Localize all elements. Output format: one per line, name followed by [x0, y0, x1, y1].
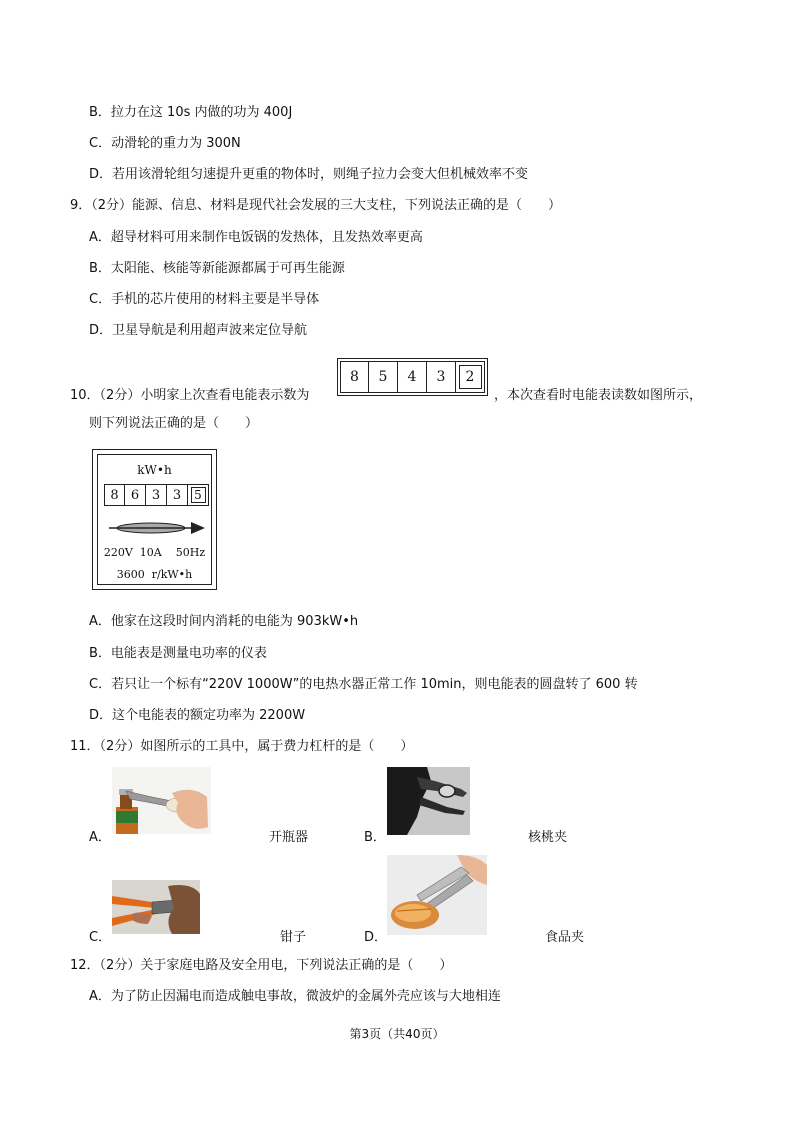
- q9-option-d: D．卫星导航是利用超声波来定位导航: [89, 323, 308, 338]
- q12-option-a: A．为了防止因漏电而造成触电事故，微波炉的金属外壳应该与大地相连: [89, 989, 501, 1004]
- meter-digit: 6: [125, 484, 146, 506]
- meter-disc-arrow-icon: [107, 518, 207, 538]
- q8-option-c: C．动滑轮的重力为 300N: [89, 136, 241, 151]
- q9-stem: 9．（2分）能源、信息、材料是现代社会发展的三大支柱，下列说法正确的是（ ）: [70, 198, 562, 213]
- previous-meter-reading: [337, 358, 488, 396]
- q11-option-b-label: 核桃夹: [528, 830, 568, 845]
- q12-stem: 12．（2分）关于家庭电路及安全用电，下列说法正确的是（ ）: [70, 958, 453, 973]
- q11-option-d-label: 食品夹: [545, 930, 585, 945]
- q11-stem: 11．（2分）如图所示的工具中，属于费力杠杆的是（ ）: [70, 739, 414, 754]
- q11-option-c-letter: C．: [89, 930, 112, 945]
- meter-revolutions: 3600 r/kW•h: [116, 568, 193, 581]
- q10-option-d: D．这个电能表的额定功率为 2200W: [89, 708, 306, 723]
- nutcracker-image: [387, 767, 470, 835]
- prev-digit: 4: [398, 361, 427, 393]
- pliers-image: [112, 880, 200, 934]
- meter-decimal-box: 5: [191, 487, 206, 503]
- q9-option-c: C．手机的芯片使用的材料主要是半导体: [89, 292, 320, 307]
- page-footer: 第3页（共40页）: [349, 1027, 445, 1041]
- q8-option-d: D．若用该滑轮组匀速提升更重的物体时，则绳子拉力会变大但机械效率不变: [89, 167, 529, 182]
- prev-digit: 5: [369, 361, 398, 393]
- q10-stem-end: ，本次查看时电能表读数如图所示，: [494, 388, 703, 403]
- meter-ratings: 220V 10A 50Hz: [103, 546, 206, 559]
- prev-digit: 3: [427, 361, 456, 393]
- prev-decimal-box: 2: [459, 365, 482, 389]
- q10-option-c: C．若只让一个标有“220V 1000W”的电热水器正常工作 10min，则电能表的圆盘转了 600 转: [89, 677, 638, 692]
- q9-option-b: B．太阳能、核能等新能源都属于可再生能源: [89, 261, 345, 276]
- meter-digits: [104, 484, 209, 506]
- q10-stem-start: 10．（2分）小明家上次查看电能表示数为: [70, 388, 310, 403]
- q9-option-a: A．超导材料可用来制作电饭锅的发热体，且发热效率更高: [89, 230, 423, 245]
- meter-unit: kW•h: [137, 463, 172, 477]
- q8-option-b: B．拉力在这 10s 内做的功为 400J: [89, 105, 293, 120]
- food-tongs-image: [387, 855, 487, 935]
- q11-option-c-label: 钳子: [280, 930, 307, 945]
- q10-option-a: A．他家在这段时间内消耗的电能为 903kW•h: [89, 614, 359, 629]
- prev-digit: 8: [340, 361, 369, 393]
- prev-digit-decimal: [456, 361, 485, 393]
- meter-digit: 3: [167, 484, 188, 506]
- q10-stem-line2: 则下列说法正确的是（ ）: [89, 416, 259, 431]
- bottle-opener-image: [112, 767, 211, 834]
- q11-option-a-letter: A．: [89, 830, 111, 845]
- q11-option-d-letter: D．: [364, 930, 388, 945]
- q11-option-b-letter: B．: [364, 830, 386, 845]
- meter-digit: 3: [146, 484, 167, 506]
- meter-digit: 8: [104, 484, 125, 506]
- q11-option-a-label: 开瓶器: [269, 830, 309, 845]
- electric-meter-figure: [92, 449, 217, 590]
- meter-digit-decimal: [188, 484, 209, 506]
- q10-option-b: B．电能表是测量电功率的仪表: [89, 646, 267, 661]
